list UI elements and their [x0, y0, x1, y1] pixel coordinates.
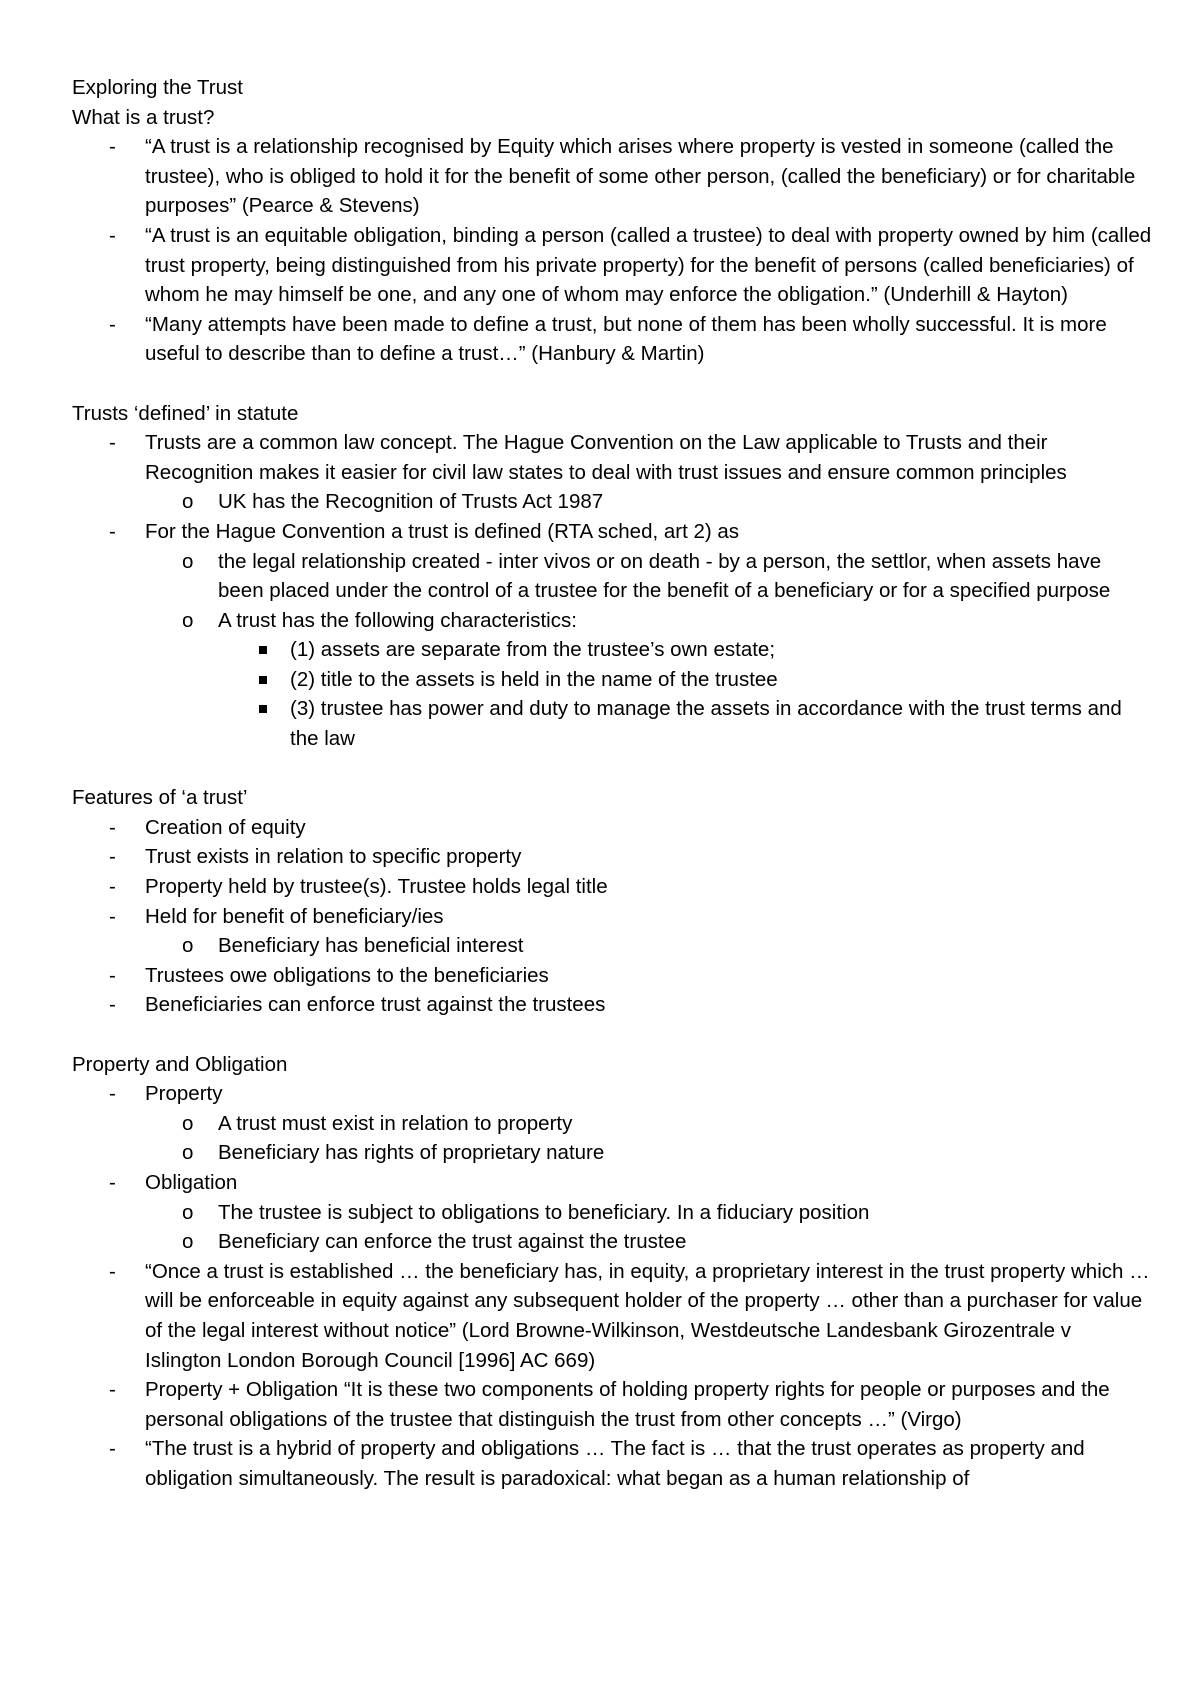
- blank-line: [72, 369, 1152, 399]
- bullet-item-level-1: [72, 872, 1152, 902]
- dash-bullet-marker: -: [109, 815, 116, 839]
- dash-bullet-marker: -: [109, 904, 116, 928]
- bullet-item-level-1: [72, 961, 1152, 991]
- document-section: [72, 1050, 1152, 1494]
- bullet-item-level-1: [72, 428, 1152, 517]
- bullet-text: Trustees owe obligations to the beneficiaries: [145, 963, 549, 987]
- document-section: [72, 73, 1152, 369]
- circle-bullet-marker: o: [182, 1111, 194, 1135]
- square-bullet-icon: [259, 705, 267, 713]
- bullet-text: Trust exists in relation to specific property: [145, 845, 522, 869]
- bullet-text: UK has the Recognition of Trusts Act 1987: [218, 490, 604, 514]
- section-heading: Property and Obligation: [72, 1052, 288, 1076]
- circle-bullet-marker: o: [182, 490, 194, 514]
- bullet-item-level-2: [145, 1198, 1152, 1228]
- bullet-item-level-1: [72, 842, 1152, 872]
- bullet-text: For the Hague Convention a trust is defined (RTA sched, art 2) as: [145, 519, 740, 543]
- bullet-item-level-2: [145, 1109, 1152, 1139]
- circle-bullet-marker: o: [182, 608, 194, 632]
- document-section: [72, 783, 1152, 1020]
- document-section: [72, 399, 1152, 754]
- dash-bullet-marker: -: [109, 1259, 116, 1283]
- bullet-text: Beneficiary has beneficial interest: [218, 934, 524, 958]
- circle-bullet-marker: o: [182, 549, 194, 573]
- bullet-text: Beneficiary can enforce the trust against the trustee: [218, 1230, 687, 1254]
- bullet-text: Trusts are a common law concept. The Hague Convention on the Law applicable to Trusts and their Recognition makes it easier for civil law states to deal with trust issues and ensure common principles: [145, 431, 1067, 484]
- bullet-item-level-1: [72, 1375, 1152, 1434]
- dash-bullet-marker: -: [109, 875, 116, 899]
- bullet-text: “A trust is an equitable obligation, binding a person (called a trustee) to deal with property owned by him (called trust property, being distinguished from his private property) for the benefit of persons (called beneficiaries) of whom he may himself be one, and any one of whom may enforce the obligation.” (Underhill & Hayton): [145, 223, 1152, 307]
- bullet-item-level-1: [72, 990, 1152, 1020]
- bullet-item-level-1: [72, 517, 1152, 754]
- bullet-list-level-2: [145, 1109, 1152, 1168]
- section-heading: Exploring the Trust: [72, 76, 243, 99]
- square-bullet-icon: [259, 676, 267, 684]
- bullet-item-level-3: [218, 635, 1152, 665]
- document-body: [72, 73, 1152, 1494]
- circle-bullet-marker: o: [182, 1141, 194, 1165]
- bullet-text: Property held by trustee(s). Trustee holds legal title: [145, 875, 608, 899]
- bullet-text: A trust must exist in relation to property: [218, 1111, 573, 1135]
- bullet-list-level-2: [145, 547, 1152, 754]
- bullet-item-level-1: [72, 813, 1152, 843]
- bullet-item-level-1: [72, 1079, 1152, 1168]
- bullet-text: A trust has the following characteristics:: [218, 608, 577, 632]
- bullet-item-level-1: [72, 221, 1152, 310]
- bullet-item-level-2: [145, 606, 1152, 754]
- dash-bullet-marker: -: [109, 963, 116, 987]
- dash-bullet-marker: -: [109, 1378, 116, 1402]
- bullet-list-level-1: [72, 428, 1152, 754]
- bullet-item-level-1: [72, 1434, 1152, 1493]
- bullet-text: (2) title to the assets is held in the name of the trustee: [290, 667, 778, 691]
- bullet-item-level-2: [145, 1227, 1152, 1257]
- dash-bullet-marker: -: [109, 223, 116, 247]
- bullet-text: Obligation: [145, 1170, 238, 1194]
- dash-bullet-marker: -: [109, 312, 116, 336]
- bullet-text: The trustee is subject to obligations to beneficiary. In a fiduciary position: [218, 1200, 870, 1224]
- bullet-text: Held for benefit of beneficiary/ies: [145, 904, 444, 928]
- bullet-item-level-1: [72, 132, 1152, 221]
- bullet-text: “The trust is a hybrid of property and obligations … The fact is … that the trust operates as property and obligation simultaneously. The result is paradoxical: what began as a human relationship of: [145, 1437, 1085, 1490]
- bullet-list-level-1: [72, 1079, 1152, 1493]
- blank-line: [72, 1020, 1152, 1050]
- circle-bullet-marker: o: [182, 1200, 194, 1224]
- section-subheading: What is a trust?: [72, 105, 215, 129]
- bullet-text: “A trust is a relationship recognised by Equity which arises where property is vested in someone (called the trustee), who is obliged to hold it for the benefit of some other person, (called the beneficiary) or for charitable purposes” (Pearce & Stevens): [145, 135, 1136, 218]
- bullet-text: Beneficiary has rights of proprietary nature: [218, 1141, 605, 1165]
- bullet-list-level-1: [72, 813, 1152, 1020]
- bullet-text: the legal relationship created - inter vivos or on death - by a person, the settlor, when assets have been placed under the control of a trustee for the benefit of a beneficiary or for a specified purpose: [218, 549, 1111, 603]
- dash-bullet-marker: -: [109, 1170, 116, 1194]
- dash-bullet-marker: -: [109, 135, 116, 159]
- dash-bullet-marker: -: [109, 993, 116, 1017]
- circle-bullet-marker: o: [182, 1230, 194, 1254]
- bullet-item-level-2: [145, 487, 1152, 517]
- bullet-list-level-1: [72, 132, 1152, 369]
- dash-bullet-marker: -: [109, 1082, 116, 1106]
- blank-line: [72, 754, 1152, 784]
- circle-bullet-marker: o: [182, 934, 194, 958]
- bullet-text: Property: [145, 1082, 223, 1106]
- bullet-list-level-2: [145, 1198, 1152, 1257]
- bullet-item-level-1: [72, 310, 1152, 369]
- bullet-item-level-3: [218, 665, 1152, 695]
- bullet-text: (3) trustee has power and duty to manage the assets in accordance with the trust terms and the law: [290, 697, 1122, 751]
- section-heading: Features of ‘a trust’: [72, 786, 248, 810]
- bullet-item-level-3: [218, 694, 1152, 753]
- dash-bullet-marker: -: [109, 1437, 116, 1461]
- bullet-item-level-2: [145, 547, 1152, 606]
- square-bullet-icon: [259, 646, 267, 654]
- bullet-item-level-1: [72, 1257, 1152, 1375]
- bullet-item-level-2: [145, 931, 1152, 961]
- dash-bullet-marker: -: [109, 845, 116, 869]
- bullet-text: “Once a trust is established … the beneficiary has, in equity, a proprietary interest in the trust property which … will be enforceable in equity against any subsequent holder of the property … other than a purchaser for value of the legal interest without notice” (Lord Browne-Wilkinson, Westdeutsche Landesbank Girozentrale v Islington London Borough Council [1996] AC 669): [145, 1259, 1150, 1372]
- bullet-text: Beneficiaries can enforce trust against the trustees: [145, 993, 606, 1017]
- bullet-item-level-1: [72, 902, 1152, 961]
- bullet-item-level-1: [72, 1168, 1152, 1257]
- bullet-list-level-2: [145, 487, 1152, 517]
- dash-bullet-marker: -: [109, 431, 116, 455]
- bullet-item-level-2: [145, 1138, 1152, 1168]
- bullet-text: Property + Obligation “It is these two components of holding property rights for people or purposes and the personal obligations of the trustee that distinguish the trust from other concepts …” (Virgo): [145, 1378, 1110, 1431]
- bullet-list-level-3: [218, 635, 1152, 753]
- dash-bullet-marker: -: [109, 519, 116, 543]
- bullet-text: Creation of equity: [145, 815, 306, 839]
- bullet-text: (1) assets are separate from the trustee’s own estate;: [290, 638, 776, 662]
- bullet-text: “Many attempts have been made to define a trust, but none of them has been wholly successful. It is more useful to describe than to define a trust…” (Hanbury & Martin): [145, 312, 1107, 366]
- section-heading: Trusts ‘defined’ in statute: [72, 401, 299, 425]
- bullet-list-level-2: [145, 931, 1152, 961]
